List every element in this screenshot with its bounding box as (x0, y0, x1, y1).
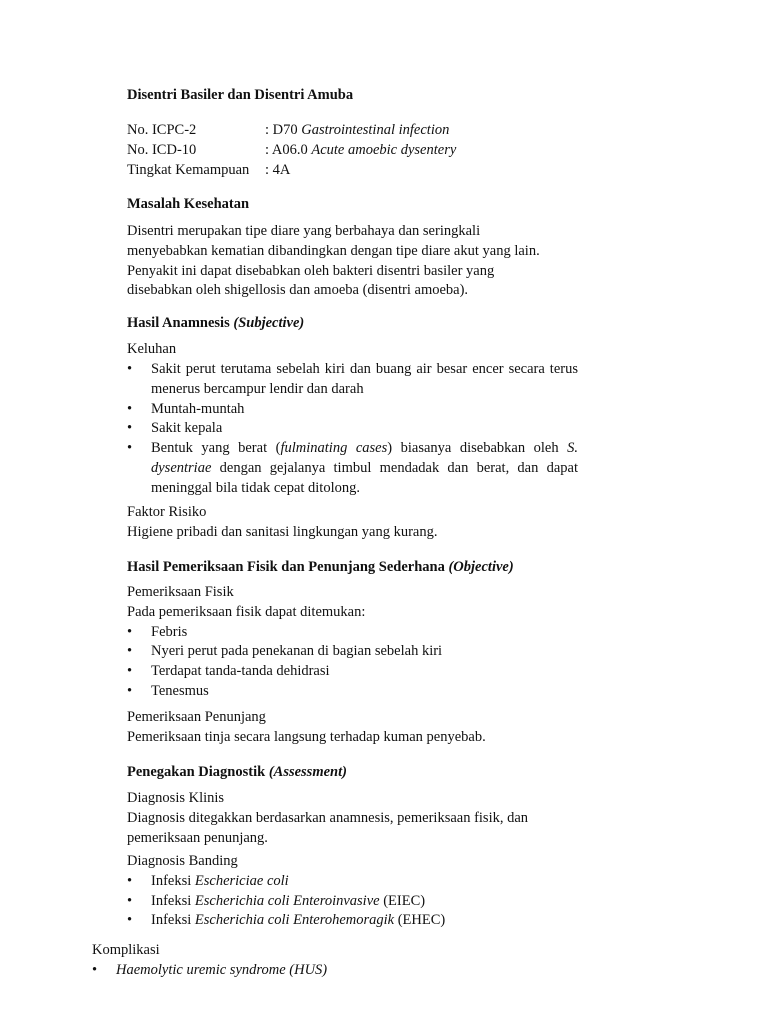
code-row-tingkat (127, 161, 578, 181)
fisik-intro: Pada pemeriksaan fisik dapat ditemukan: (127, 603, 366, 620)
list-item: • Muntah-muntah (127, 400, 578, 420)
komplikasi-section (92, 941, 592, 981)
code-table (127, 121, 578, 180)
code-row-icpc (127, 121, 578, 141)
code-row-icd (127, 141, 578, 161)
list-item: • Febris (127, 623, 578, 643)
bullet-icon: • (92, 961, 98, 978)
fisik-label: Pemeriksaan Fisik (127, 584, 234, 600)
diagnosis-klinis: Diagnosis Klinis Diagnosis ditegakkan berdasarkan anamnesis, pemeriksaan fisik, dan pemeriksaan penunjang. (127, 789, 578, 848)
bullet-icon: • (127, 872, 133, 889)
section-heading-pemeriksaan: Hasil Pemeriksaan Fisik dan Penunjang Sederhana (Objective) (127, 559, 514, 575)
komplikasi-label: Komplikasi (92, 942, 160, 958)
faktor-label: Faktor Risiko (127, 504, 207, 520)
bullet-icon: • (127, 361, 133, 377)
list-item: • Terdapat tanda-tanda dehidrasi (127, 662, 578, 682)
bullet-icon: • (127, 682, 133, 699)
penunjang-text: Pemeriksaan tinja secara langsung terhadap kuman penyebab. (127, 728, 486, 745)
code-key: Tingkat Kemampuan (127, 161, 250, 178)
section-heading-anamnesis: Hasil Anamnesis (Subjective) (127, 315, 305, 331)
keluhan-label: Keluhan (127, 341, 177, 357)
pemeriksaan-penunjang (127, 708, 578, 748)
list-item: • Infeksi Escherichia coli Enteroinvasive (EIEC) (127, 892, 578, 912)
code-key: No. ICD-10 (127, 141, 197, 158)
faktor-risiko (127, 503, 578, 543)
section-heading-diagnostik: Penegakan Diagnostik (Assessment) (127, 764, 347, 780)
penunjang-label: Pemeriksaan Penunjang (127, 709, 266, 725)
masalah-paragraph: Disentri merupakan tipe diare yang berbahaya dan seringkali menyebabkan kematian dibandingkan dengan tipe diare akut yang lain. Penyakit ini dapat disebabkan oleh bakteri disentri basiler yang disebabkan oleh shigellosis dan amoeba (disentri amoeba). (127, 223, 540, 299)
keluhan-list (127, 360, 578, 499)
list-item: • Nyeri perut pada penekanan di bagian sebelah kiri (127, 642, 578, 662)
bullet-icon: • (127, 400, 133, 417)
bullet-icon: • (127, 440, 133, 457)
klinis-label: Diagnosis Klinis (127, 790, 225, 806)
code-value: : D70 Gastrointestinal infection (265, 122, 450, 138)
list-item: • Infeksi Eschericiae coli (127, 872, 578, 892)
bullet-icon: • (127, 420, 133, 437)
section-heading-masalah: Masalah Kesehatan (127, 196, 250, 212)
faktor-text: Higiene pribadi dan sanitasi lingkungan yang kurang. (127, 523, 438, 540)
bullet-icon: • (127, 643, 133, 660)
code-value: : 4A (265, 161, 291, 178)
bullet-icon: • (127, 663, 133, 680)
bullet-icon: • (127, 892, 133, 909)
page-title: Disentri Basiler dan Disentri Amuba (127, 87, 354, 103)
list-item: • Haemolytic uremic syndrome (HUS) (92, 961, 592, 981)
list-item: • Sakit kepala (127, 419, 578, 439)
banding-label: Diagnosis Banding (127, 853, 238, 869)
list-item: • Bentuk yang berat (fulminating cases) biasanya disebabkan oleh S. dysentriae dengan gejalanya timbul mendadak dan berat, dan dapat meninggal bila tidak cepat ditolong. (127, 439, 578, 498)
list-item: • Infeksi Escherichia coli Enterohemoragik (EHEC) (127, 911, 578, 931)
code-key: No. ICPC-2 (127, 122, 197, 138)
list-item: • Tenesmus (127, 682, 578, 702)
list-item: • Sakit perut terutama sebelah kiri dan buang air besar encer secara terus menerus bercampur lendir dan darah (127, 360, 578, 400)
pemeriksaan-fisik (127, 583, 578, 702)
bullet-icon: • (127, 912, 133, 929)
bullet-icon: • (127, 623, 133, 640)
code-value: : A06.0 Acute amoebic dysentery (265, 141, 457, 158)
diagnosis-banding (127, 852, 578, 931)
